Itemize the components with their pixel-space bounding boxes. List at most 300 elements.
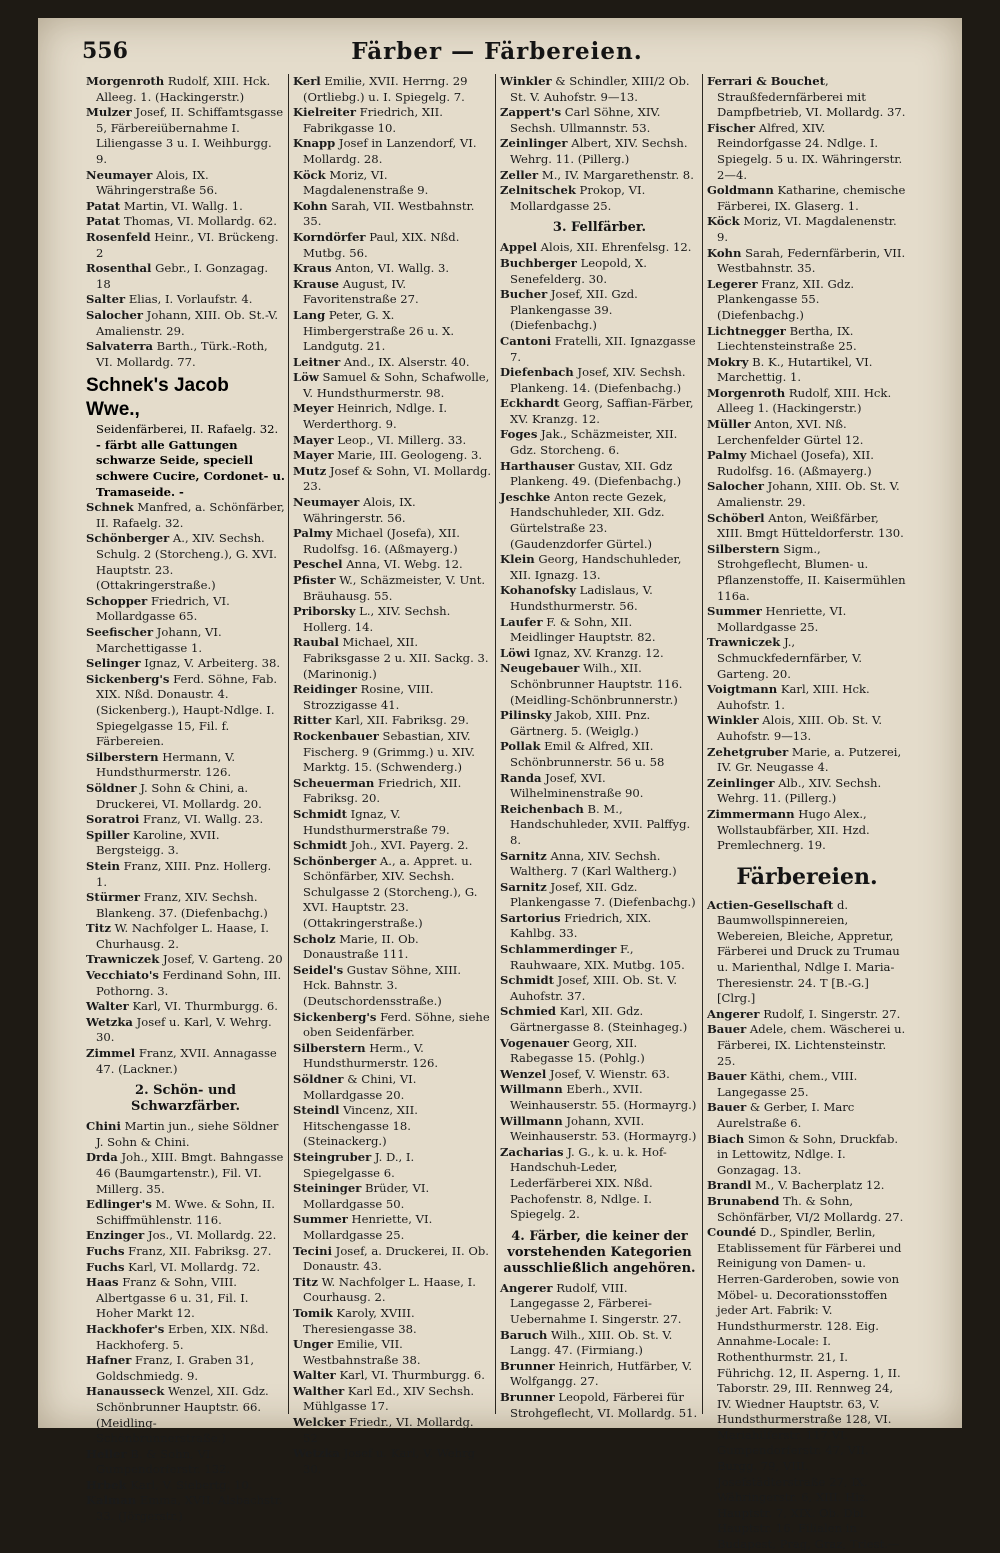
- entry-details: J. Sohn & Chini, a. Druckerei, VI. Mollardg. 20.: [96, 780, 262, 811]
- entry-details: M., V. Bacherplatz 12.: [751, 1178, 885, 1193]
- entry-name: Welcker: [293, 1415, 346, 1430]
- entry-name: Ferrari & Bouchet: [707, 74, 825, 88]
- directory-entry: [500, 849, 699, 880]
- entry-details: Emilie, XVII. Herrng. 29 (Ortliebg.) u. I. Spiegelg. 7.: [303, 74, 468, 104]
- entry-name: Kohanofsky: [500, 583, 576, 598]
- entry-name: Haas: [86, 1275, 119, 1290]
- directory-entry: [86, 1150, 285, 1197]
- entry-details: Karl, V. Siebertg. 10.: [126, 1477, 253, 1492]
- entry-name: Patat: [86, 214, 121, 229]
- entry-details: Josef, XII. Gdz. Plankengasse 7. (Diefenbachg.): [510, 879, 696, 910]
- directory-entry: [707, 1225, 907, 1552]
- directory-entry: [86, 1015, 285, 1046]
- directory-entry: [293, 1103, 492, 1150]
- directory-entry: [293, 729, 492, 776]
- entry-name: Drda: [86, 1150, 118, 1165]
- section-heading-4: 4. Färber, die keiner der vorstehenden Kategorien ausschließlich angehören.: [503, 1228, 696, 1276]
- entry-details: Karoly, XVIII. Theresiengasse 38.: [303, 1305, 417, 1336]
- entry-name: Angerer: [500, 1280, 553, 1295]
- directory-entry: [86, 1260, 285, 1276]
- entry-name: Zeinlinger: [707, 775, 775, 790]
- entry-name: Walter: [293, 1368, 336, 1383]
- directory-entry: [86, 500, 285, 531]
- entry-details: A., XIV. Sechsh. Schulg. 2 (Storcheng.), G. XVI. Hauptstr. 23. (Ottakringerstraße.): [96, 531, 277, 593]
- directory-entry: [500, 942, 699, 973]
- directory-entry: [86, 656, 285, 672]
- entry-name: Köck: [293, 167, 326, 182]
- directory-entry: [86, 859, 285, 890]
- entry-name: Soratroi: [86, 812, 140, 827]
- entry-details: Sarah, Federnfärberin, VII. Westbahnstr. 35.: [717, 245, 906, 276]
- directory-entry: [86, 339, 285, 370]
- directory-entry: [500, 771, 699, 802]
- directory-entry: [500, 1036, 699, 1067]
- entry-name: Löwi: [500, 645, 531, 660]
- entry-name: Meyer: [293, 401, 334, 416]
- entry-name: Silberstern: [293, 1040, 366, 1055]
- entry-name: Sickenberg's: [293, 1009, 377, 1024]
- entry-details: Manfred, a. Schönfärber, II. Rafaelg. 32.: [96, 500, 285, 530]
- directory-entry: [707, 511, 907, 542]
- entry-details: Brüder, VI. Mollardgasse 50.: [303, 1181, 430, 1211]
- entry-name: Neumayer: [293, 495, 360, 510]
- directory-entry: [707, 745, 907, 776]
- directory-entry: [500, 105, 699, 136]
- entry-details: Franz, XII. Fabriksg. 27.: [124, 1243, 272, 1258]
- entry-name: Lichtnegger: [707, 323, 786, 338]
- directory-entry: [707, 898, 907, 1007]
- entry-name: Mokry: [707, 354, 749, 369]
- directory-entry: [500, 1328, 699, 1359]
- entry-name: Summer: [293, 1212, 348, 1227]
- directory-entry: [86, 292, 285, 308]
- directory-entry: [86, 531, 285, 593]
- directory-entry: [86, 308, 285, 339]
- entry-details: & Gerber, I. Marc Aurelstraße 6.: [717, 1100, 855, 1130]
- entry-name: Willmann: [500, 1113, 563, 1128]
- entry-name: Schönberger: [86, 531, 170, 546]
- entry-details: Jak., Schäzmeister, XII. Gdz. Storcheng. 6.: [510, 427, 678, 458]
- entry-name: Reidinger: [293, 682, 357, 697]
- entry-name: Hanausseck: [86, 1384, 165, 1399]
- directory-entry: [86, 1119, 285, 1150]
- entry-details: & Schindler, XIII/2 Ob. St. V. Auhofstr. 9—13.: [510, 74, 690, 104]
- directory-entry: [500, 256, 699, 287]
- entry-name: Steininger: [293, 1181, 362, 1196]
- column-1: [82, 74, 289, 1524]
- directory-entry: [707, 74, 907, 121]
- entry-details: Josef u. Karl, V. Wehrg 30.: [303, 1446, 476, 1476]
- entry-details: Josef, XIV. Sechsh. Plankeng. 14. (Diefenbachg.): [510, 365, 686, 395]
- entry-name: Jeschke: [500, 489, 551, 504]
- entry-name: Seidel's: [293, 962, 344, 977]
- entry-name: Pollak: [500, 739, 541, 754]
- entry-name: Hrbek: [86, 1477, 127, 1492]
- entry-name: Brunabend: [707, 1193, 780, 1208]
- entry-details: Friedrich, XIX. Kahlbg. 33.: [510, 910, 652, 941]
- entry-details: J. D., I. Spiegelgasse 6.: [303, 1149, 415, 1180]
- entry-name: Schlammerdinger: [500, 942, 617, 957]
- heading-farbereien: Färbereien.: [736, 863, 878, 890]
- entry-name: Schnek: [86, 500, 134, 515]
- entry-name: Steingruber: [293, 1149, 372, 1164]
- entry-name: Angerer: [707, 1006, 760, 1021]
- page-number: 556: [82, 38, 128, 64]
- directory-entry: [86, 625, 285, 656]
- directory-entry: [293, 277, 492, 308]
- directory-entry: [86, 890, 285, 921]
- entry-name: Rosenthal: [86, 261, 152, 276]
- directory-entry: [293, 1337, 492, 1368]
- directory-entry: [86, 1322, 285, 1353]
- directory-entry: [500, 708, 699, 739]
- directory-entry: [707, 713, 907, 744]
- entry-details: Albert, XIV. Sechsh. Wehrg. 11. (Pillerg.): [510, 136, 688, 166]
- directory-entry: [707, 1022, 907, 1069]
- directory-entry: [707, 214, 907, 245]
- entry-name: Palmy: [293, 526, 333, 541]
- entry-name: Söldner: [86, 780, 137, 795]
- directory-entry: [86, 1228, 285, 1244]
- entry-name: Fuchs: [86, 1259, 125, 1274]
- entry-name: Biach: [707, 1131, 745, 1146]
- directory-entry: [293, 573, 492, 604]
- entry-details: Wilh., XIII. Ob. St. V. Langg. 47. (Firmiang.): [510, 1327, 673, 1358]
- entry-details: Bertha, IX. Liechtensteinstraße 25.: [717, 323, 857, 354]
- entry-details: Sarah, VII. Westbahnstr. 35.: [303, 198, 475, 229]
- entry-details: Karl, XII. Gdz. Gärtnergasse 8. (Steinhageg.): [510, 1004, 688, 1035]
- entry-name: Wenzel: [500, 1066, 547, 1081]
- directory-entry: [500, 334, 699, 365]
- entry-details: Ferdinand Sohn, III. Pothorng. 3.: [96, 968, 282, 998]
- entry-name: Sickenberg's: [86, 671, 170, 686]
- entry-details: Sebastian, XIV. Fischerg. 9 (Grimmg.) u. XIV. Marktg. 15. (Schwenderg.): [303, 728, 475, 775]
- entry-details: Michael (Josefa), XII. Rudolfsg. 16. (Aßmayerg.): [303, 526, 460, 556]
- entry-name: Walther: [293, 1383, 345, 1398]
- entry-details: Alois, XII. Ehrenfelsg. 12.: [537, 240, 692, 255]
- entry-name: Stein: [86, 858, 120, 873]
- entry-details: Joh., XIII. Bmgt. Bahngasse 46 (Baumgartenstr.), Fil. VI. Millerg. 35.: [96, 1150, 284, 1196]
- directory-entry: [86, 828, 285, 859]
- entry-name: Sartorius: [500, 910, 561, 925]
- entry-details: Leopold, X. Senefelderg. 30.: [510, 255, 647, 286]
- entry-name: Hackhofer's: [86, 1321, 165, 1336]
- entry-details: Peter, G. X. Himbergerstraße 26 u. X. Landgutg. 21.: [303, 307, 455, 354]
- directory-entry: [500, 802, 699, 849]
- directory-entry: [293, 495, 492, 526]
- entry-details: Friedr., VI. Mollardg. 52: [303, 1415, 474, 1445]
- entry-details: Ladislaus, V. Hundsthurmerstr. 56.: [510, 583, 653, 613]
- entry-details: Heinr., VI. Brückeng. 2: [96, 229, 279, 260]
- entry-details: F., Rauhwaare, XIX. Mutbg. 105.: [510, 942, 685, 972]
- entry-name: Löw: [293, 370, 319, 385]
- directory-entry: [707, 417, 907, 448]
- entry-name: Scheuerman: [293, 775, 375, 790]
- entry-details: Alfred, XIV. Reindorfgasse 24. Ndlge. I. Spiegelg. 5 u. IX. Währingerstr. 2—4.: [717, 120, 903, 182]
- entry-details: Franz, XIII. Pnz. Hollerg. 1.: [96, 858, 272, 889]
- entry-name: Enzinger: [86, 1228, 145, 1243]
- section-heading-2: 2. Schön- und Schwarzfärber.: [130, 1083, 240, 1115]
- entry-details: Franz, I. Graben 31, Goldschmiedg. 9.: [96, 1353, 255, 1383]
- entry-name: Salocher: [707, 479, 764, 494]
- directory-entry: [293, 635, 492, 682]
- entry-details: Thomas, VI. Mollardg. 62.: [120, 214, 277, 229]
- directory-entry: [500, 661, 699, 708]
- entry-name: Voigtmann: [707, 682, 778, 697]
- entry-details: Leop., VI. Millerg. 33.: [333, 432, 467, 447]
- entry-details: Carl Söhne, XIV. Sechsh. Ullmannstr. 53.: [510, 105, 661, 135]
- entry-name: Zehetgruber: [707, 744, 789, 759]
- entry-details: Hugo Alex., Wollstaubfärber, XII. Hzd. Premlechnerg. 19.: [717, 806, 870, 853]
- entry-details: B. & Sohn, VI. Gumpendorferstr. 132.: [96, 1446, 231, 1477]
- entry-name: Morgenroth: [707, 385, 786, 400]
- entry-details: Vincenz, XII. Hitschengasse 18. (Steinackerg.): [303, 1103, 418, 1149]
- entry-details: Georg, XII. Rabegasse 15. (Pohlg.): [510, 1035, 645, 1066]
- entry-name: Zeller: [500, 167, 539, 182]
- entry-details: Friedrich, XII. Fabrikgasse 10.: [303, 105, 443, 135]
- directory-entry: [86, 952, 285, 968]
- entry-details: Karl, XIII. Hck. Auhofstr. 1.: [717, 682, 870, 712]
- entry-name: Mulzer: [86, 105, 132, 120]
- directory-entry: [293, 1244, 492, 1275]
- entry-name: Actien-Gesellschaft: [707, 897, 834, 912]
- directory-entry: [707, 183, 907, 214]
- directory-entry: [500, 1114, 699, 1145]
- entry-details: B. K., Hutartikel, VI. Marchettig. 1.: [717, 354, 873, 385]
- directory-entry: [86, 1353, 285, 1384]
- entry-name: Buchberger: [500, 255, 577, 270]
- directory-entry: [86, 261, 285, 292]
- entry-name: Scholz: [293, 931, 336, 946]
- entry-name: Fuchs: [86, 1243, 125, 1258]
- directory-entry: [86, 750, 285, 781]
- entry-details: Anna, VI. Webg. 12.: [342, 557, 463, 572]
- directory-entry: [500, 1145, 699, 1223]
- entry-details: Herm., V. Hundsthurmerstr. 126.: [303, 1040, 439, 1071]
- entry-details: Henriette, VI. Mollardgasse 25.: [303, 1212, 433, 1242]
- entry-details: Josef, XII. Gzd. Plankengasse 39. (Diefenbachg.): [510, 287, 638, 333]
- directory-entry: [500, 880, 699, 911]
- entry-name: Kielreiter: [293, 105, 356, 120]
- directory-entry: [500, 973, 699, 1004]
- directory-entry: [500, 552, 699, 583]
- entry-details: Ferd. Söhne, Fab. XIX. Nßd. Donaustr. 4. (Sickenberg.), Haupt-Ndlge. I. Spiegelgasse 15, Fil. f. Färbereien.: [96, 671, 278, 749]
- entry-details: Karl, VI. Thurmburgg. 6.: [335, 1368, 485, 1383]
- entry-name: Sarnitz: [500, 848, 547, 863]
- directory-entry: [500, 136, 699, 167]
- directory-entry: [293, 604, 492, 635]
- directory-entry: [86, 214, 285, 230]
- directory-entry: [707, 386, 907, 417]
- entry-details: Josef & Sohn, VI. Mollardg. 23.: [303, 463, 492, 494]
- entry-details: Prokop, VI. Mollardgasse 25.: [510, 183, 646, 213]
- entry-details: Friedrich, XII. Fabriksg. 20.: [303, 775, 462, 806]
- entry-name: Zappert's: [500, 105, 562, 120]
- directory-entry: [86, 1447, 285, 1478]
- entry-name: Foges: [500, 427, 538, 442]
- entry-name: Reichenbach: [500, 801, 584, 816]
- ad-slogan: - färbt alle Gattungen schwarze Seide, speciell schwere Cucire, Cordonet- u. Tramaseide. -: [96, 437, 285, 499]
- entry-name: Diefenbach: [500, 365, 574, 380]
- directory-columns: [82, 74, 912, 1552]
- entry-name: Salocher: [86, 307, 143, 322]
- entry-name: Titz: [86, 921, 111, 936]
- directory-entry: [86, 672, 285, 750]
- entry-name: Laufer: [500, 614, 543, 629]
- entry-details: Johann, XIII. Ob. St. V. Amalienstr. 29.: [717, 479, 900, 510]
- directory-entry: [707, 776, 907, 807]
- entry-name: Chini: [86, 1119, 121, 1134]
- directory-entry: [293, 74, 492, 105]
- entry-details: Wenzel, XII. Gdz. Schönbrunner Hauptstr. 66. (Meidling-Schönbrunnerstraße.): [96, 1384, 269, 1446]
- entry-name: Kohn: [707, 245, 742, 260]
- entry-name: Bauer: [707, 1022, 747, 1037]
- entry-name: Mayer: [293, 432, 334, 447]
- entry-details: August, IV. Favoritenstraße 27.: [303, 276, 419, 307]
- entry-details: Joh., XVI. Payerg. 2.: [347, 838, 469, 853]
- directory-entry: [293, 168, 492, 199]
- entry-name: Pfister: [293, 573, 336, 587]
- directory-entry: [500, 396, 699, 427]
- directory-entry: [707, 479, 907, 510]
- directory-entry: [293, 1072, 492, 1103]
- directory-entry: [500, 739, 699, 770]
- entry-name: Cantoni: [500, 333, 552, 348]
- entry-details: Josef, V. Garteng. 20: [159, 952, 283, 967]
- entry-details: Gustav, XII. Gdz Plankeng. 49. (Diefenbachg.): [510, 458, 682, 489]
- directory-entry: [293, 1415, 492, 1446]
- entry-name: Trawniczek: [707, 635, 781, 650]
- entry-name: Salter: [86, 292, 126, 307]
- entry-name: Raubal: [293, 635, 339, 650]
- directory-entry: [293, 1446, 492, 1477]
- directory-entry: [707, 604, 907, 635]
- entry-details: Anton recte Gezek, Handschuhleder, XII. Gdz. Gürtelstraße 23. (Gaudenzdorfer Gürtel.): [510, 489, 667, 551]
- entry-name: Müller: [707, 417, 751, 432]
- entry-details: , Straußfedernfärberei mit Dampfbetrieb, VI. Mollardg. 37.: [717, 74, 906, 120]
- ad-firm-name: Schnek's Jacob Wwe.,: [86, 375, 229, 421]
- entry-name: Tecini: [293, 1243, 332, 1258]
- entry-details: Ferd. Söhne, siehe oben Seidenfärber.: [303, 1009, 490, 1040]
- entry-details: Sigm., Strohgeflecht, Blumen- u. Pflanzenstoffe, II. Kaisermühlen 116a.: [717, 541, 906, 603]
- entry-details: Marie, III. Geologeng. 3.: [333, 448, 483, 463]
- entry-name: Steindl: [293, 1103, 340, 1118]
- directory-entry: [500, 490, 699, 552]
- entry-details: Ignaz, XV. Kranzg. 12.: [530, 645, 664, 660]
- entry-details: Marie, a. Putzerei, IV. Gr. Neugasse 4.: [717, 744, 902, 775]
- directory-entry: [293, 963, 492, 1010]
- directory-entry: [707, 635, 907, 682]
- entry-details: Alois, IX. Währingerstraße 56.: [96, 167, 218, 198]
- entry-details: Ignaz, V. Hundsthurmerstraße 79.: [303, 806, 450, 837]
- directory-entry: [293, 1212, 492, 1243]
- entry-name: Vecchiato's: [86, 968, 159, 983]
- directory-entry: [293, 199, 492, 230]
- entry-details: Emma, XVII. Alsbachstr. 33. (Jörgerstr.): [96, 1493, 283, 1524]
- entry-name: Schmidt: [293, 838, 347, 853]
- entry-name: Bauer: [707, 1100, 747, 1115]
- directory-entry: [500, 1281, 699, 1328]
- entry-name: Seefischer: [86, 625, 154, 639]
- entry-details: L., XIV. Sechsh. Hollerg. 14.: [303, 604, 451, 634]
- directory-entry: [86, 968, 285, 999]
- entry-name: Silberstern: [707, 541, 780, 556]
- directory-entry: [293, 370, 492, 401]
- entry-details: B. M., Handschuhleder, XVII. Palffyg. 8.: [510, 801, 691, 847]
- entry-name: Heller: [86, 1446, 127, 1461]
- directory-entry: [500, 168, 699, 184]
- directory-entry: [293, 1150, 492, 1181]
- entry-name: Zimmermann: [707, 806, 795, 821]
- entry-name: Brunner: [500, 1389, 555, 1404]
- entry-name: Harthauser: [500, 458, 575, 473]
- entry-name: Walter: [86, 999, 129, 1014]
- directory-entry: [293, 807, 492, 838]
- entry-name: Eckhardt: [500, 396, 560, 411]
- entry-details: Heinrich, Hutfärber, V. Wolfgangg. 27.: [510, 1358, 693, 1389]
- entry-details: Henriette, VI. Mollardgasse 25.: [717, 604, 847, 634]
- directory-entry: [500, 1359, 699, 1390]
- entry-details: Emil & Alfred, XII. Schönbrunnerstr. 56 u. 58: [510, 739, 665, 769]
- entry-name: Unger: [293, 1337, 334, 1352]
- directory-entry: [86, 594, 285, 625]
- entry-details: Alb., XIV. Sechsh. Wehrg. 11. (Pillerg.): [717, 775, 882, 806]
- entry-name: Wetzka: [293, 1446, 340, 1461]
- directory-entry: [707, 121, 907, 183]
- entry-name: Tomik: [293, 1305, 333, 1320]
- entry-details: J. G., k. u. k. Hof-Handschuh-Leder, Lederfärberei XIX. Nßd. Pachofenstr. 8, Ndlge. I. Spiegelg. 2.: [510, 1144, 667, 1222]
- directory-entry: [293, 1275, 492, 1306]
- directory-entry: [500, 1004, 699, 1035]
- entry-details: Alois, IX. Währingerstr. 56.: [303, 495, 416, 525]
- entry-details: Josef in Lanzendorf, VI. Mollardg. 28.: [303, 136, 477, 166]
- directory-entry: [293, 1181, 492, 1212]
- directory-entry: [500, 459, 699, 490]
- entry-details: Moriz, VI. Magdalenenstr. 9.: [717, 214, 897, 244]
- directory-entry: [707, 1194, 907, 1225]
- directory-entry: [86, 999, 285, 1015]
- entry-details: Fratelli, XII. Ignazgasse 7.: [510, 333, 696, 364]
- directory-entry: [293, 1306, 492, 1337]
- entry-details: Franz, VI. Wallg. 23.: [139, 812, 264, 827]
- directory-entry: [707, 1178, 907, 1194]
- entry-name: Zacharias: [500, 1144, 564, 1159]
- directory-entry: [293, 105, 492, 136]
- directory-entry: [86, 74, 285, 105]
- directory-entry: [500, 1390, 699, 1421]
- column-3: [496, 74, 703, 1420]
- entry-name: Rockenbauer: [293, 728, 379, 743]
- directory-entry: [707, 542, 907, 604]
- directory-entry: [293, 1041, 492, 1072]
- directory-entry: [293, 355, 492, 371]
- directory-entry: [293, 1010, 492, 1041]
- entry-name: Söldner: [293, 1072, 344, 1086]
- directory-entry: [293, 308, 492, 355]
- entry-details: Karl, XII. Fabriksg. 29.: [331, 713, 469, 728]
- entry-details: Josef, II. Schiffamtsgasse 5, Färbereiübernahme I. Liliengasse 3 u. I. Weihburgg. 9.: [96, 105, 284, 166]
- entry-details: Josef, a. Druckerei, II. Ob. Donaustr. 43.: [303, 1243, 489, 1274]
- entry-name: Schönberger: [293, 853, 377, 868]
- entry-details: Michael, XII. Fabriksgasse 2 u. XII. Sackg. 3. (Marinonig.): [303, 635, 489, 681]
- entry-details: Rudolf, XIII. Hck. Alleeg. 1. (Hackingerstr.): [96, 74, 271, 104]
- entry-details: W. Nachfolger L. Haase, I. Churhausg. 2.: [96, 921, 269, 951]
- entry-name: Kohn: [293, 198, 328, 213]
- entry-name: Leitner: [293, 354, 341, 369]
- directory-entry: [293, 854, 492, 932]
- entry-details: Alois, XIII. Ob. St. V. Auhofstr. 9—13.: [717, 713, 883, 743]
- entry-details: Erben, XIX. Nßd. Hackhoferg. 5.: [96, 1321, 269, 1352]
